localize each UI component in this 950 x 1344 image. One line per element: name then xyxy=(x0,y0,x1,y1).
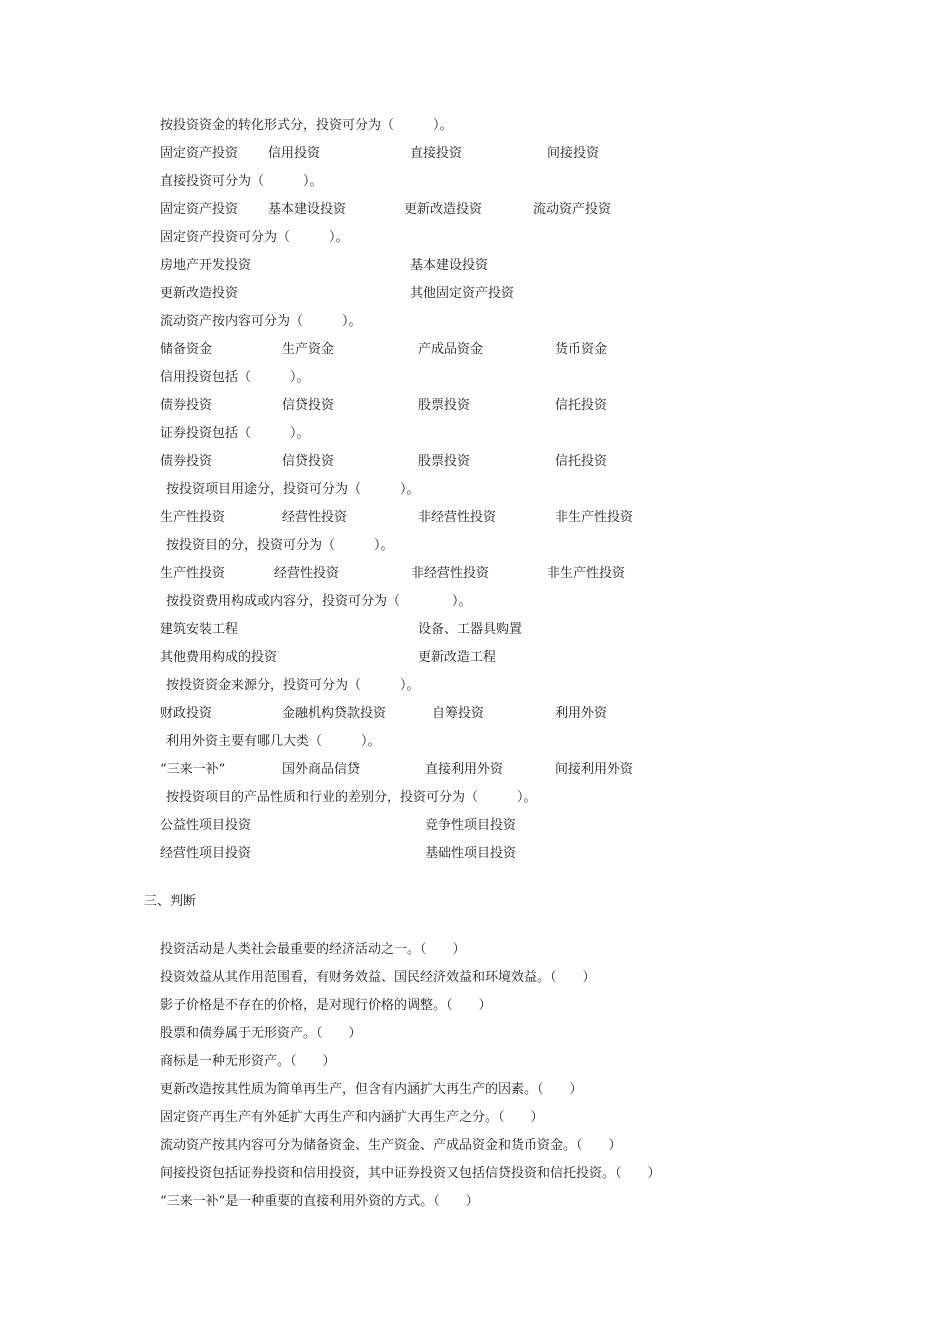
judge-item: 更新改造按其性质为简单再生产，但含有内涵扩大再生产的因素。（ ） xyxy=(160,1082,583,1097)
judge-item: 流动资产按其内容可分为储备资金、生产资金、产成品资金和货币资金。（ ） xyxy=(160,1138,622,1153)
option: 产成品资金 xyxy=(418,342,484,357)
option: 房地产开发投资 xyxy=(160,258,252,273)
question-10: 按投资资金来源分，投资可分为（ ）。 xyxy=(166,678,420,693)
judge-item: 投资效益从其作用范围看，有财务效益、国民经济效益和环境效益。（ ） xyxy=(160,970,596,985)
judge-item: “三来一补”是一种重要的直接利用外资的方式。（ ） xyxy=(160,1194,479,1209)
option: 直接利用外资 xyxy=(425,762,504,777)
option: 股票投资 xyxy=(418,398,471,413)
option: 非生产性投资 xyxy=(555,510,634,525)
option: 流动资产投资 xyxy=(533,202,612,217)
question-7: 按投资项目用途分，投资可分为（ ）。 xyxy=(166,482,420,497)
option: 非经营性投资 xyxy=(411,566,490,581)
option: 国外商品信贷 xyxy=(282,762,361,777)
option: 更新改造工程 xyxy=(418,650,497,665)
judge-item: 间接投资包括证券投资和信用投资，其中证券投资又包括信贷投资和信托投资。（ ） xyxy=(160,1166,661,1181)
option: 自筹投资 xyxy=(432,706,485,721)
option: 储备资金 xyxy=(160,342,213,357)
option: 基本建设投资 xyxy=(410,258,489,273)
option: 生产性投资 xyxy=(160,566,226,581)
option: 生产性投资 xyxy=(160,510,226,525)
judge-item: 投资活动是人类社会最重要的经济活动之一。（ ） xyxy=(160,942,466,957)
option: 信用投资 xyxy=(268,146,321,161)
question-6: 证券投资包括（ ）。 xyxy=(160,426,310,441)
option: 固定资产投资 xyxy=(160,146,239,161)
option: 债券投资 xyxy=(160,454,213,469)
question-1: 按投资资金的转化形式分，投资可分为（ ）。 xyxy=(160,118,453,133)
judge-item: 影子价格是不存在的价格，是对现行价格的调整。（ ） xyxy=(160,998,492,1013)
option: 其他费用构成的投资 xyxy=(160,650,278,665)
option: 其他固定资产投资 xyxy=(410,286,515,301)
option: 生产资金 xyxy=(282,342,335,357)
option: 财政投资 xyxy=(160,706,213,721)
question-9: 按投资费用构成或内容分，投资可分为（ ）。 xyxy=(166,594,472,609)
option: 债券投资 xyxy=(160,398,213,413)
option: 建筑安装工程 xyxy=(160,622,239,637)
option: 更新改造投资 xyxy=(160,286,239,301)
question-12: 按投资项目的产品性质和行业的差别分，投资可分为（ ）。 xyxy=(166,790,537,805)
option: 基本建设投资 xyxy=(268,202,347,217)
option: 基础性项目投资 xyxy=(425,846,517,861)
option: 竞争性项目投资 xyxy=(425,818,517,833)
judge-item: 固定资产再生产有外延扩大再生产和内涵扩大再生产之分。（ ） xyxy=(160,1110,544,1125)
option: 非生产性投资 xyxy=(547,566,626,581)
option: 股票投资 xyxy=(418,454,471,469)
section-heading-judge: 三、判断 xyxy=(144,894,197,909)
option: 直接投资 xyxy=(410,146,463,161)
option: 货币资金 xyxy=(555,342,608,357)
question-3: 固定资产投资可分为（ ）。 xyxy=(160,230,349,245)
question-4: 流动资产按内容可分为（ ）。 xyxy=(160,314,362,329)
question-8: 按投资目的分，投资可分为（ ）。 xyxy=(166,538,394,553)
option: 经营性投资 xyxy=(274,566,340,581)
option: 信托投资 xyxy=(555,398,608,413)
question-5: 信用投资包括（ ）。 xyxy=(160,370,310,385)
question-11: 利用外资主要有哪几大类（ ）。 xyxy=(166,734,381,749)
option: 间接利用外资 xyxy=(555,762,634,777)
option: 设备、工器具购置 xyxy=(418,622,523,637)
judge-item: 股票和债券属于无形资产。（ ） xyxy=(160,1026,362,1041)
option: 固定资产投资 xyxy=(160,202,239,217)
option: 非经营性投资 xyxy=(418,510,497,525)
option: 信贷投资 xyxy=(282,454,335,469)
option: 利用外资 xyxy=(555,706,608,721)
option: 信贷投资 xyxy=(282,398,335,413)
question-2: 直接投资可分为（ ）。 xyxy=(160,174,323,189)
option: 金融机构贷款投资 xyxy=(282,706,387,721)
option: 公益性项目投资 xyxy=(160,818,252,833)
judge-item: 商标是一种无形资产。（ ） xyxy=(160,1054,336,1069)
option: 更新改造投资 xyxy=(404,202,483,217)
option: 间接投资 xyxy=(547,146,600,161)
option: 经营性投资 xyxy=(282,510,348,525)
option: 经营性项目投资 xyxy=(160,846,252,861)
option: 信托投资 xyxy=(555,454,608,469)
option: “三来一补” xyxy=(160,762,226,777)
